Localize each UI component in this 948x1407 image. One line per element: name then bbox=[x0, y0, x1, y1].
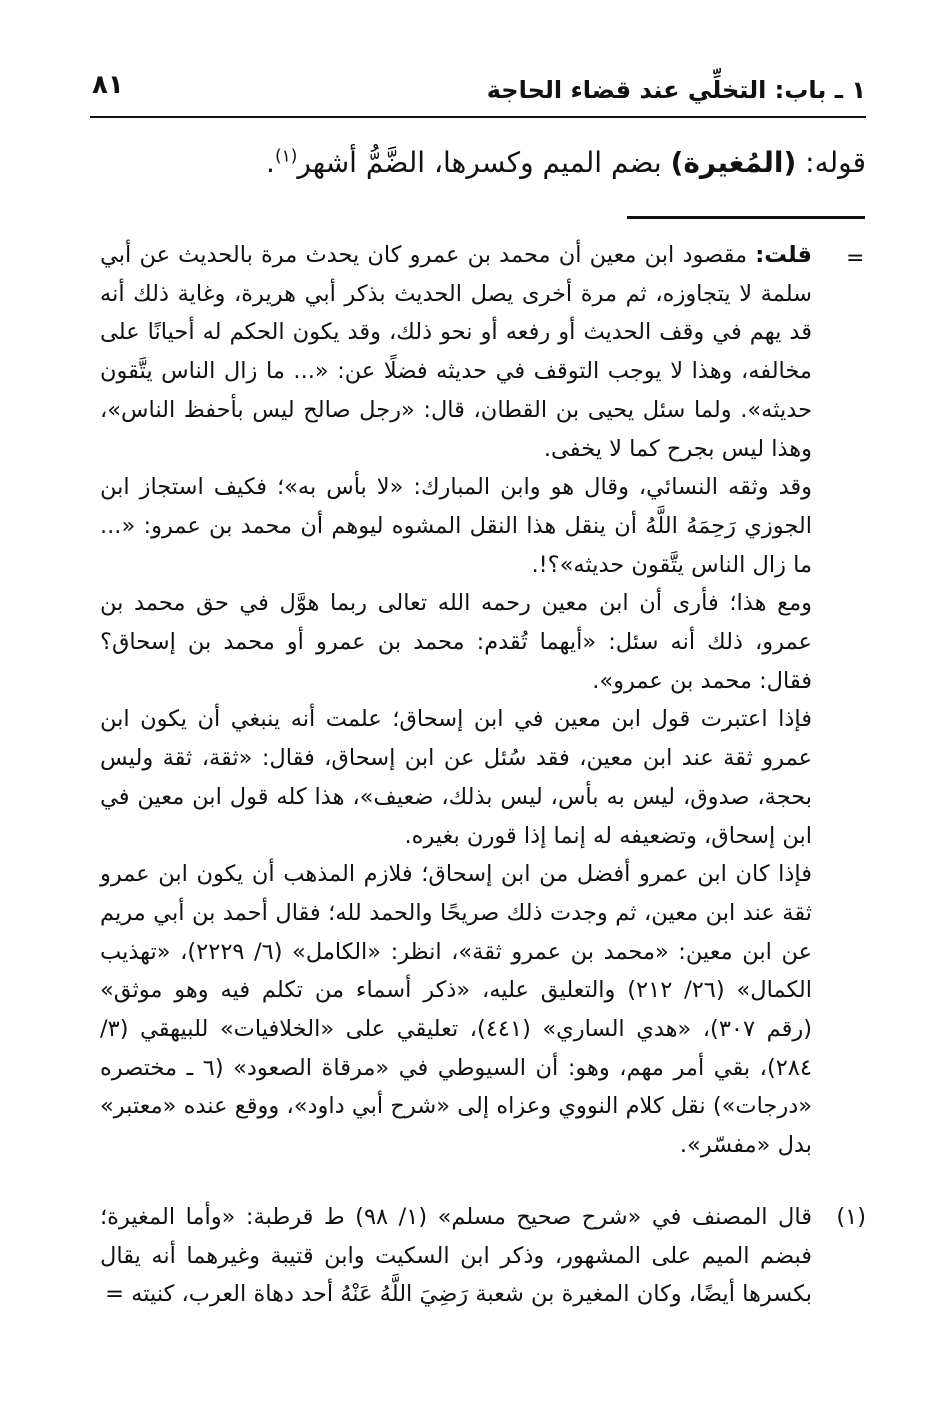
commentary-paragraph: فإذا اعتبرت قول ابن معين في ابن إسحاق؛ علمت أنه ينبغي أن يكون ابن عمرو ثقة عند ابن معين، فقد سُئل عن ابن إسحاق، فقال: «ثقة، ثقة وليس بحجة، صدوق، ليس به بأس، ليس بذلك، ضعيف»، هذا كله قول ابن معين في ابن إسحاق، وتضعيفه له إنما إذا قورن بغيره. bbox=[100, 706, 812, 849]
main-term: (المُغيرة) bbox=[670, 146, 797, 179]
main-body: بضم الميم وكسرها، الضَّمُّ أشهر bbox=[297, 146, 671, 179]
commentary-paragraph-text: مقصود ابن معين أن محمد بن عمرو كان يحدث مرة بالحديث عن أبي سلمة لا يتجاوزه، ثم مرة أخرى يصل الحديث بذكر أبي هريرة، وغاية ذلك أنه قد يهم في وقف الحديث أو رفعه أو نحو ذلك، وقد يكون الحكم له أحيانًا على مخالفه، وهذا لا يوجب التوقف في حديثه فضلًا عن: «... ما زال الناس يتَّقون حديثه». ولما سئل يحيى بن القطان، قال: «رجل صالح ليس بأحفظ الناس»، وهذا ليس بجرح كما لا يخفى. bbox=[100, 242, 812, 462]
chapter-title: ١ ـ باب: التخلِّي عند قضاء الحاجة bbox=[486, 76, 866, 104]
main-prefix: قوله: bbox=[796, 146, 866, 179]
commentary-paragraph: فإذا كان ابن عمرو أفضل من ابن إسحاق؛ فلازم المذهب أن يكون ابن عمرو ثقة عند ابن معين، ثم وجدت ذلك صريحًا والحمد لله؛ فقال أحمد بن أبي مريم عن ابن معين: «محمد بن عمرو ثقة»، انظر: «الكامل» (٦/ ٢٢٢٩)، «تهذيب الكمال» (٢٦/ ٢١٢) والتعليق عليه، «ذكر أسماء من تكلم فيه وهو موثق» (رقم ٣٠٧)، «هدي الساري» (٤٤١)، تعليقي على «الخلافيات» للبيهقي (٣/ ٢٨٤)، بقي أمر مهم، وهو: أن السيوطي في «مرقاة الصعود» (٦ ـ مختصره «درجات») نقل كلام النووي وعزاه إلى «شرح أبي داود»، ووقع عنده «معتبر» بدل «مفسّر». bbox=[100, 861, 813, 1159]
continuation-mark: = bbox=[846, 246, 865, 271]
commentary-lead: قلت: bbox=[755, 242, 812, 268]
commentary-text bbox=[100, 236, 812, 1165]
main-end: . bbox=[266, 146, 275, 179]
page-number: ٨١ bbox=[92, 70, 124, 100]
footnote-marker: (١) bbox=[836, 1204, 866, 1230]
commentary-paragraph: ومع هذا؛ فأرى أن ابن معين رحمه الله تعالى ربما هوَّل في حق محمد بن عمرو، ذلك أنه سئل: «أيهما تُقدم: محمد بن عمرو أو محمد بن إسحاق؟ فقال: محمد بن عمرو». bbox=[100, 590, 812, 694]
commentary-paragraph: وقد وثقه النسائي، وقال هو وابن المبارك: «لا بأس به»؛ فكيف استجاز ابن الجوزي رَحِمَهُ اللَّهُ أن ينقل هذا النقل المشوه ليوهم أن محمد بن عمرو: «... ما زال الناس يتَّقون حديثه»؟!. bbox=[100, 474, 812, 578]
main-text bbox=[166, 146, 866, 179]
commentary-paragraph bbox=[100, 236, 812, 468]
header-rule bbox=[90, 116, 866, 118]
footnote-reference: (١) bbox=[274, 146, 298, 167]
footnote-text: قال المصنف في «شرح صحيح مسلم» (١/ ٩٨) ط قرطبة: «وأما المغيرة؛ فبضم الميم على المشهور، وذكر ابن السكيت وابن قتيبة وغيرهما أنه يقال بكسرها أيضًا، وكان المغيرة بن شعبة رَضِيَ اللَّهُ عَنْهُ أحد دهاة العرب، كنيته = bbox=[100, 1204, 813, 1308]
section-separator bbox=[627, 216, 865, 219]
